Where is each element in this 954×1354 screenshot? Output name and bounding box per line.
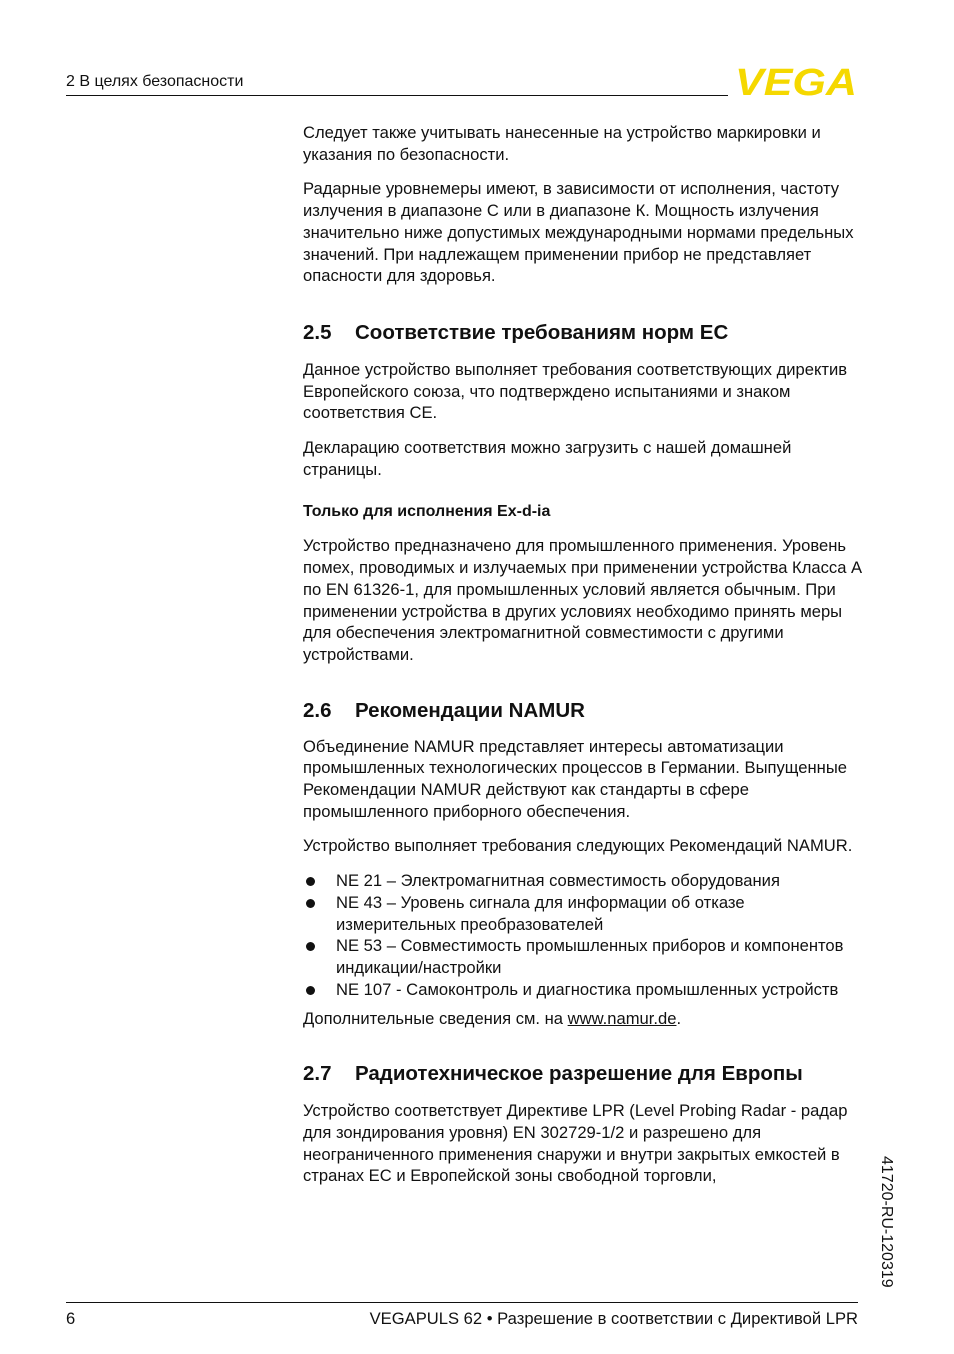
section-2-6-paragraph-1: Объединение NAMUR представляет интересы автоматизации промышленных технологических процессов в Германии. Выпущенные Рекомендации NAMUR действуют как стандарты в сфере промышленного приборного обеспечения. — [303, 736, 847, 821]
page-content — [303, 122, 863, 1187]
section-title: Рекомендации NAMUR — [355, 698, 585, 722]
running-header: 2 В целях безопасности — [66, 73, 244, 90]
section-title: Радиотехническое разрешение для Европы — [355, 1062, 803, 1086]
section-2-5-paragraph-1: Данное устройство выполняет требования соответствующих директив Европейского союза, что подтверждено испытаниями и знаком соответствия CE. — [303, 359, 848, 423]
svg-text:VEGA: VEGA — [735, 64, 857, 98]
section-2-6-heading — [303, 699, 863, 723]
intro-paragraph-2: Радарные уровнемеры имеют, в зависимости от исполнения, частоту излучения в диапазоне С или в диапазоне К. Мощность излучения значительно ниже допустимых международными нормами предельных значений. При надлежащем применении прибор не представляет опасности для здоровья. — [303, 179, 854, 286]
list-item: NE 107 - Самоконтроль и диагностика промышленных устройств — [303, 979, 863, 1001]
header-divider — [66, 95, 728, 96]
list-item: NE 21 – Электромагнитная совместимость оборудования — [303, 870, 863, 892]
more-info-paragraph: Дополнительные сведения см. на www.namur.de. — [303, 1009, 682, 1029]
section-2-5-paragraph-3: Устройство предназначено для промышленного применения. Уровень помех, проводимых и излучаемых при применении устройства Класса А по EN 61326-1, для промышленных условий является обычным. При применении устройства в других условиях необходимо принять меры для обеспечения электромагнитной совместимости с другими устройствами. — [303, 536, 863, 664]
section-2-5-heading — [303, 321, 863, 345]
vega-logo — [734, 64, 858, 98]
bullet-icon — [306, 942, 315, 951]
section-2-7-heading — [303, 1062, 863, 1086]
section-2-7-paragraph-1: Устройство соответствует Директиве LPR (Level Probing Radar - радар для зондирования уровня) EN 302729-1/2 и разрешено для неограниченного применения снаружи и внутри закрытых емкостей в странах ЕС и Европейской зоны свободной торговли, — [303, 1101, 848, 1186]
bullet-icon — [306, 899, 315, 908]
section-number: 2.6 — [303, 698, 332, 722]
list-item: NE 53 – Совместимость промышленных приборов и компонентов индикации/настройки — [303, 935, 863, 978]
page-number: 6 — [66, 1309, 76, 1328]
intro-paragraph-1: Следует также учитывать нанесенные на устройство маркировки и указания по безопасности. — [303, 123, 821, 164]
namur-link[interactable]: www.namur.de — [567, 1009, 677, 1029]
section-title: Соответствие требованиям норм ЕС — [355, 320, 729, 344]
subheading-ex-d-ia: Только для исполнения Ex-d-ia — [303, 503, 551, 521]
list-item: NE 43 – Уровень сигнала для информации об отказе измерительных преобразователей — [303, 892, 863, 935]
section-2-6-paragraph-2: Устройство выполняет требования следующих Рекомендаций NAMUR. — [303, 836, 853, 856]
bullet-icon — [306, 986, 315, 995]
namur-list — [303, 870, 863, 1000]
section-2-5-paragraph-2: Декларацию соответствия можно загрузить с нашей домашней страницы. — [303, 438, 792, 479]
footer-divider — [66, 1302, 858, 1303]
section-number: 2.7 — [303, 1062, 332, 1086]
footer-document-title: VEGAPULS 62 • Разрешение в соответствии с Директивой LPR — [369, 1309, 858, 1328]
section-number: 2.5 — [303, 320, 332, 344]
bullet-icon — [306, 877, 315, 886]
document-code: 41720-RU-120319 — [878, 1156, 895, 1288]
